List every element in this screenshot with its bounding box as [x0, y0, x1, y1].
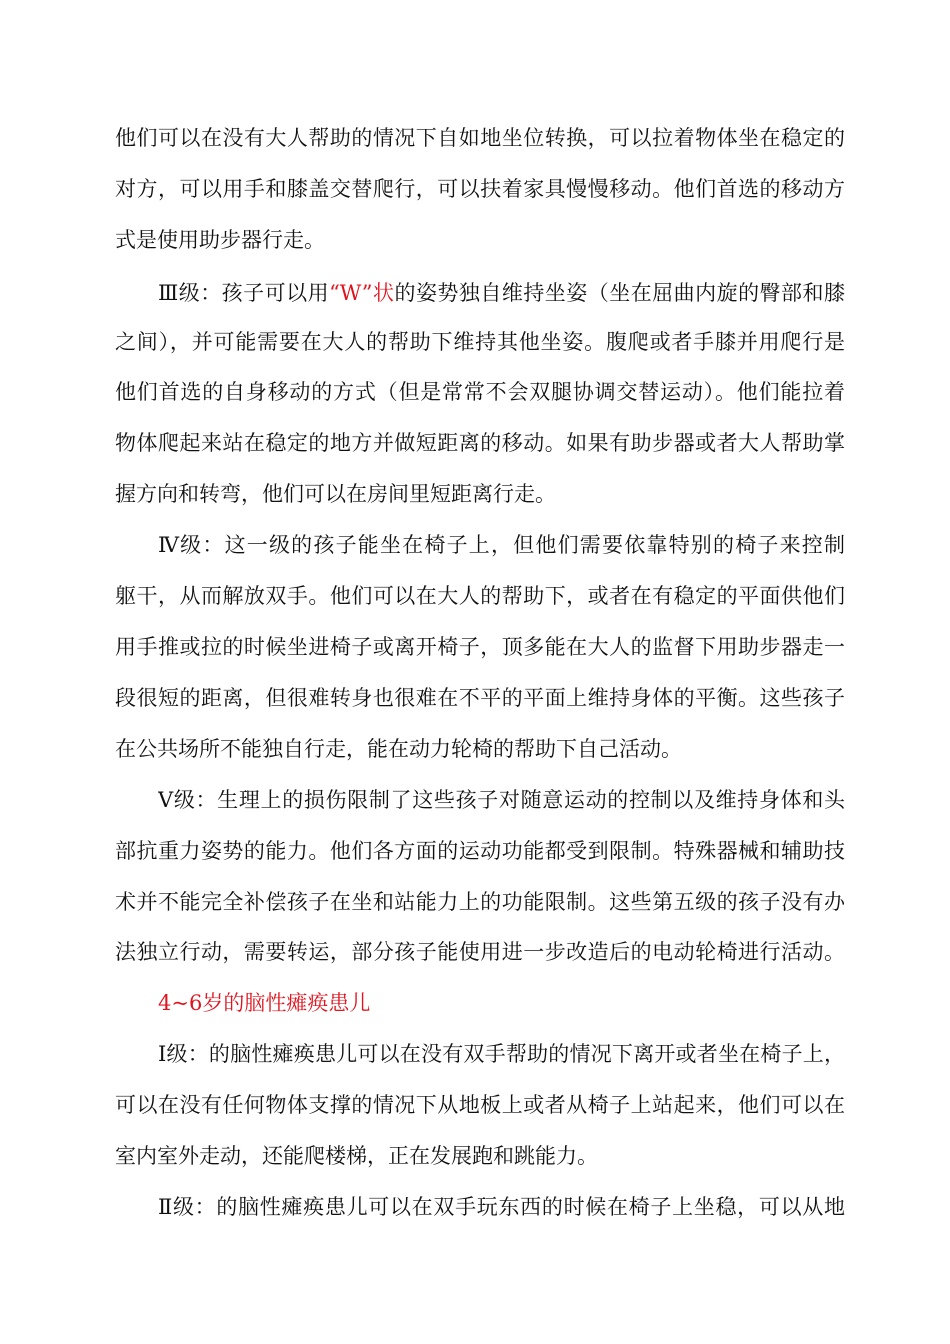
level-i-first-line: Ⅰ级：的脑性瘫痪患儿可以在没有双手帮助的情况下离开或者坐在椅子上，	[158, 1042, 845, 1066]
paragraph-line: 他们可以在没有大人帮助的情况下自如地坐位转换，可以拉着物体坐在稳定的	[115, 126, 845, 150]
paragraph-text: Ⅲ级：孩子可以用	[158, 281, 330, 305]
w-posture-highlight: “W”状	[329, 281, 395, 305]
level-iv-first-line: Ⅳ级：这一级的孩子能坐在椅子上，但他们需要依靠特别的椅子来控制	[158, 533, 845, 557]
paragraph-line: 握方向和转弯，他们可以在房间里短距离行走。	[115, 482, 556, 506]
paragraph-line: 物体爬起来站在稳定的地方并做短距离的移动。如果有助步器或者大人帮助掌	[115, 431, 845, 455]
paragraph-line: 术并不能完全补偿孩子在坐和站能力上的功能限制。这些第五级的孩子没有办	[115, 890, 845, 914]
paragraph-line: 法独立行动，需要转运，部分孩子能使用进一步改造后的电动轮椅进行活动。	[115, 940, 845, 964]
paragraph-line: 躯干，从而解放双手。他们可以在大人的帮助下，或者在有稳定的平面供他们	[115, 584, 845, 608]
paragraph-line: 对方，可以用手和膝盖交替爬行，可以扶着家具慢慢移动。他们首选的移动方	[115, 177, 845, 201]
paragraph-line: 式是使用助步器行走。	[115, 228, 325, 252]
paragraph-line: 在公共场所不能独自行走，能在动力轮椅的帮助下自己活动。	[115, 737, 682, 761]
paragraph-line: 他们首选的自身移动的方式（但是常常不会双腿协调交替运动）。他们能拉着	[115, 380, 845, 404]
paragraph-line: 室内室外走动，还能爬楼梯，正在发展跑和跳能力。	[115, 1144, 598, 1168]
paragraph-line: 可以在没有任何物体支撑的情况下从地板上或者从椅子上站起来，他们可以在	[115, 1093, 845, 1117]
paragraph-line: 段很短的距离，但很难转身也很难在不平的平面上维持身体的平衡。这些孩子	[115, 686, 845, 710]
paragraph-line: 部抗重力姿势的能力。他们各方面的运动功能都受到限制。特殊器械和辅助技	[115, 839, 845, 863]
level-v-first-line: Ⅴ级：生理上的损伤限制了这些孩子对随意运动的控制以及维持身体和头	[158, 788, 845, 812]
paragraph-text: 的姿势独自维持坐姿（坐在屈曲内旋的臀部和膝	[394, 281, 845, 305]
level-iii-first-line	[158, 278, 845, 308]
section-heading: 4~6岁的脑性瘫痪患儿	[158, 991, 371, 1015]
level-ii-first-line: Ⅱ级：的脑性瘫痪患儿可以在双手玩东西的时候在椅子上坐稳，可以从地	[158, 1195, 845, 1219]
paragraph-line: 用手推或拉的时候坐进椅子或离开椅子，顶多能在大人的监督下用助步器走一	[115, 635, 845, 659]
paragraph-line: 之间），并可能需要在大人的帮助下维持其他坐姿。腹爬或者手膝并用爬行是	[115, 330, 845, 354]
